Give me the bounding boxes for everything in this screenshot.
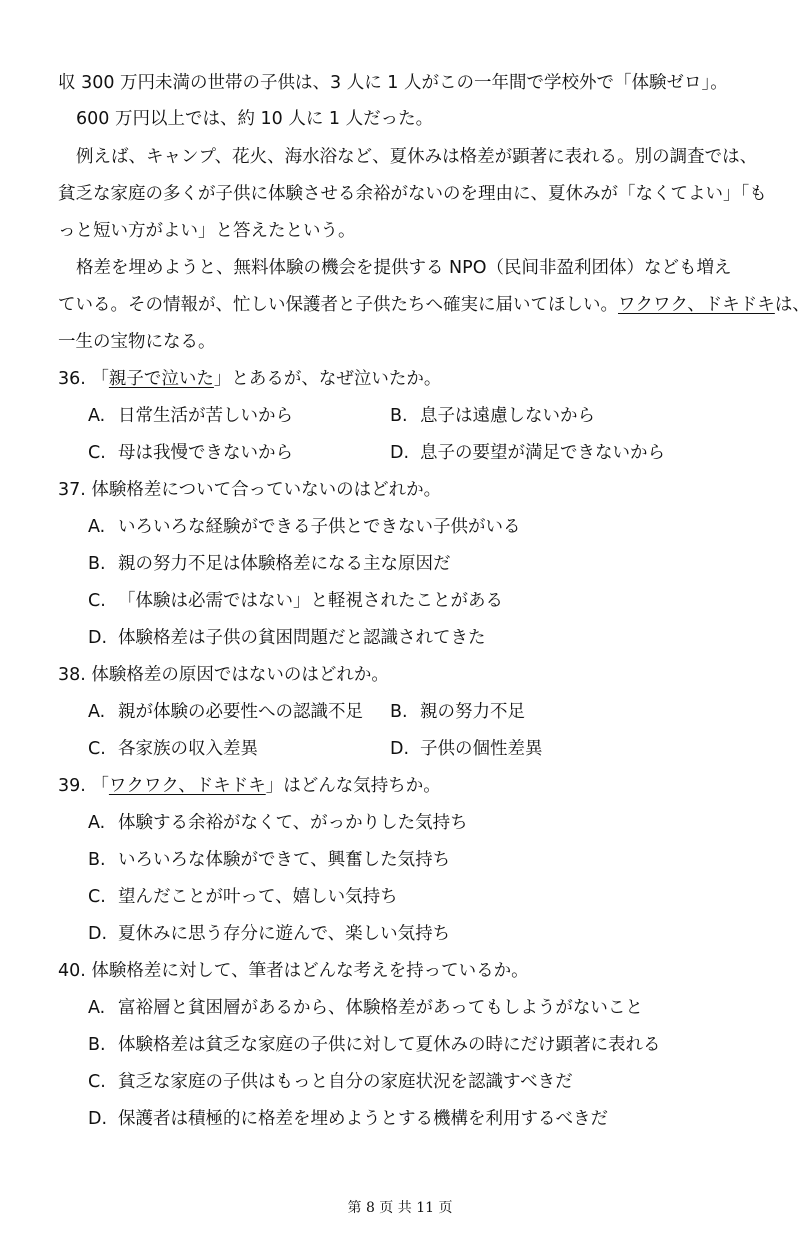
question-40-option-c[interactable]: C. 貧乏な家庭の子供はもっと自分の家庭状況を認識すべきだ [88, 1072, 573, 1092]
passage-line-7-tail: は、 [774, 295, 810, 315]
question-37-stem: 37. 体験格差について合っていないのはどれか。 [58, 480, 442, 500]
question-number: 36. [58, 369, 86, 389]
question-37-option-b[interactable]: B. 親の努力不足は体験格差になる主な原因だ [88, 554, 451, 574]
question-37-option-c[interactable]: C. 「体験は必需ではない」と軽視されたことがある [88, 591, 503, 611]
question-39-option-d[interactable]: D. 夏休みに思う存分に遊んで、楽しい気持ち [88, 924, 451, 944]
question-39-stem: 39. 「ワクワク、ドキドキ」はどんな気持ちか。 [58, 776, 441, 796]
question-36-option-b[interactable]: B. 息子は遠慮しないから [390, 406, 595, 426]
question-number: 39. [58, 776, 86, 796]
question-37-option-a[interactable]: A. いろいろな経験ができる子供とできない子供がいる [88, 517, 521, 537]
question-number: 37. [58, 480, 86, 500]
passage-line-1: 収 300 万円未満の世帯の子供は、3 人に 1 人がこの一年間で学校外で「体験ゼロ」。 [58, 73, 728, 93]
passage-line-4: 貧乏な家庭の多くが子供に体験させる余裕がないのを理由に、夏休みが「なくてよい」「も [58, 184, 767, 204]
question-38-option-b[interactable]: B. 親の努力不足 [390, 702, 525, 722]
page-footer: 第 8 页 共 11 页 [347, 1200, 453, 1216]
underlined-phrase-wakuwaku: ワクワク、ドキドキ [618, 295, 775, 315]
passage-line-7-text: ている。その情報が、忙しい保護者と子供たちへ確実に届いてほしい。 [58, 295, 618, 315]
question-number: 38. [58, 665, 86, 685]
question-37-option-d[interactable]: D. 体験格差は子供の貧困問題だと認識されてきた [88, 628, 486, 648]
question-40-option-b[interactable]: B. 体験格差は貧乏な家庭の子供に対して夏休みの時にだけ顕著に表れる [88, 1035, 661, 1055]
question-36-stem: 36. 「親子で泣いた」とあるが、なぜ泣いたか。 [58, 369, 442, 389]
question-39-option-c[interactable]: C. 望んだことが叶って、嬉しい気持ち [88, 887, 398, 907]
passage-line-7 [58, 293, 810, 317]
question-40-option-a[interactable]: A. 富裕層と貧困層があるから、体験格差があってもしようがないこと [88, 998, 643, 1018]
question-39-option-b[interactable]: B. いろいろな体験ができて、興奮した気持ち [88, 850, 451, 870]
question-38-stem: 38. 体験格差の原因ではないのはどれか。 [58, 665, 389, 685]
underlined-phrase-wakuwaku: ワクワク、ドキドキ [108, 776, 266, 796]
question-36-option-c[interactable]: C. 母は我慢できないから [88, 443, 293, 463]
passage-line-2: 600 万円以上では、約 10 人に 1 人だった。 [76, 109, 434, 129]
question-39-option-a[interactable]: A. 体験する余裕がなくて、がっかりした気持ち [88, 813, 468, 833]
question-number: 40. [58, 961, 86, 981]
question-40-option-d[interactable]: D. 保護者は積極的に格差を埋めようとする機構を利用するべきだ [88, 1109, 608, 1129]
question-38-option-a[interactable]: A. 親が体験の必要性への認識不足 [88, 702, 363, 722]
passage-line-3: 例えば、キャンプ、花火、海水浴など、夏休みは格差が顕著に表れる。別の調査では、 [76, 147, 758, 167]
question-36-option-d[interactable]: D. 息子の要望が満足できないから [390, 443, 665, 463]
underlined-phrase-oyako: 親子で泣いた [108, 369, 214, 389]
question-38-option-d[interactable]: D. 子供の個性差異 [390, 739, 543, 759]
question-38-option-c[interactable]: C. 各家族の収入差異 [88, 739, 258, 759]
question-36-option-a[interactable]: A. 日常生活が苦しいから [88, 406, 293, 426]
question-40-stem: 40. 体験格差に対して、筆者はどんな考えを持っているか。 [58, 961, 529, 981]
passage-line-5: っと短い方がよい」と答えたという。 [58, 221, 356, 241]
passage-line-6: 格差を埋めようと、無料体験の機会を提供する NPO（民间非盈利团体）なども増え [76, 258, 732, 278]
passage-line-8: 一生の宝物になる。 [58, 332, 216, 352]
